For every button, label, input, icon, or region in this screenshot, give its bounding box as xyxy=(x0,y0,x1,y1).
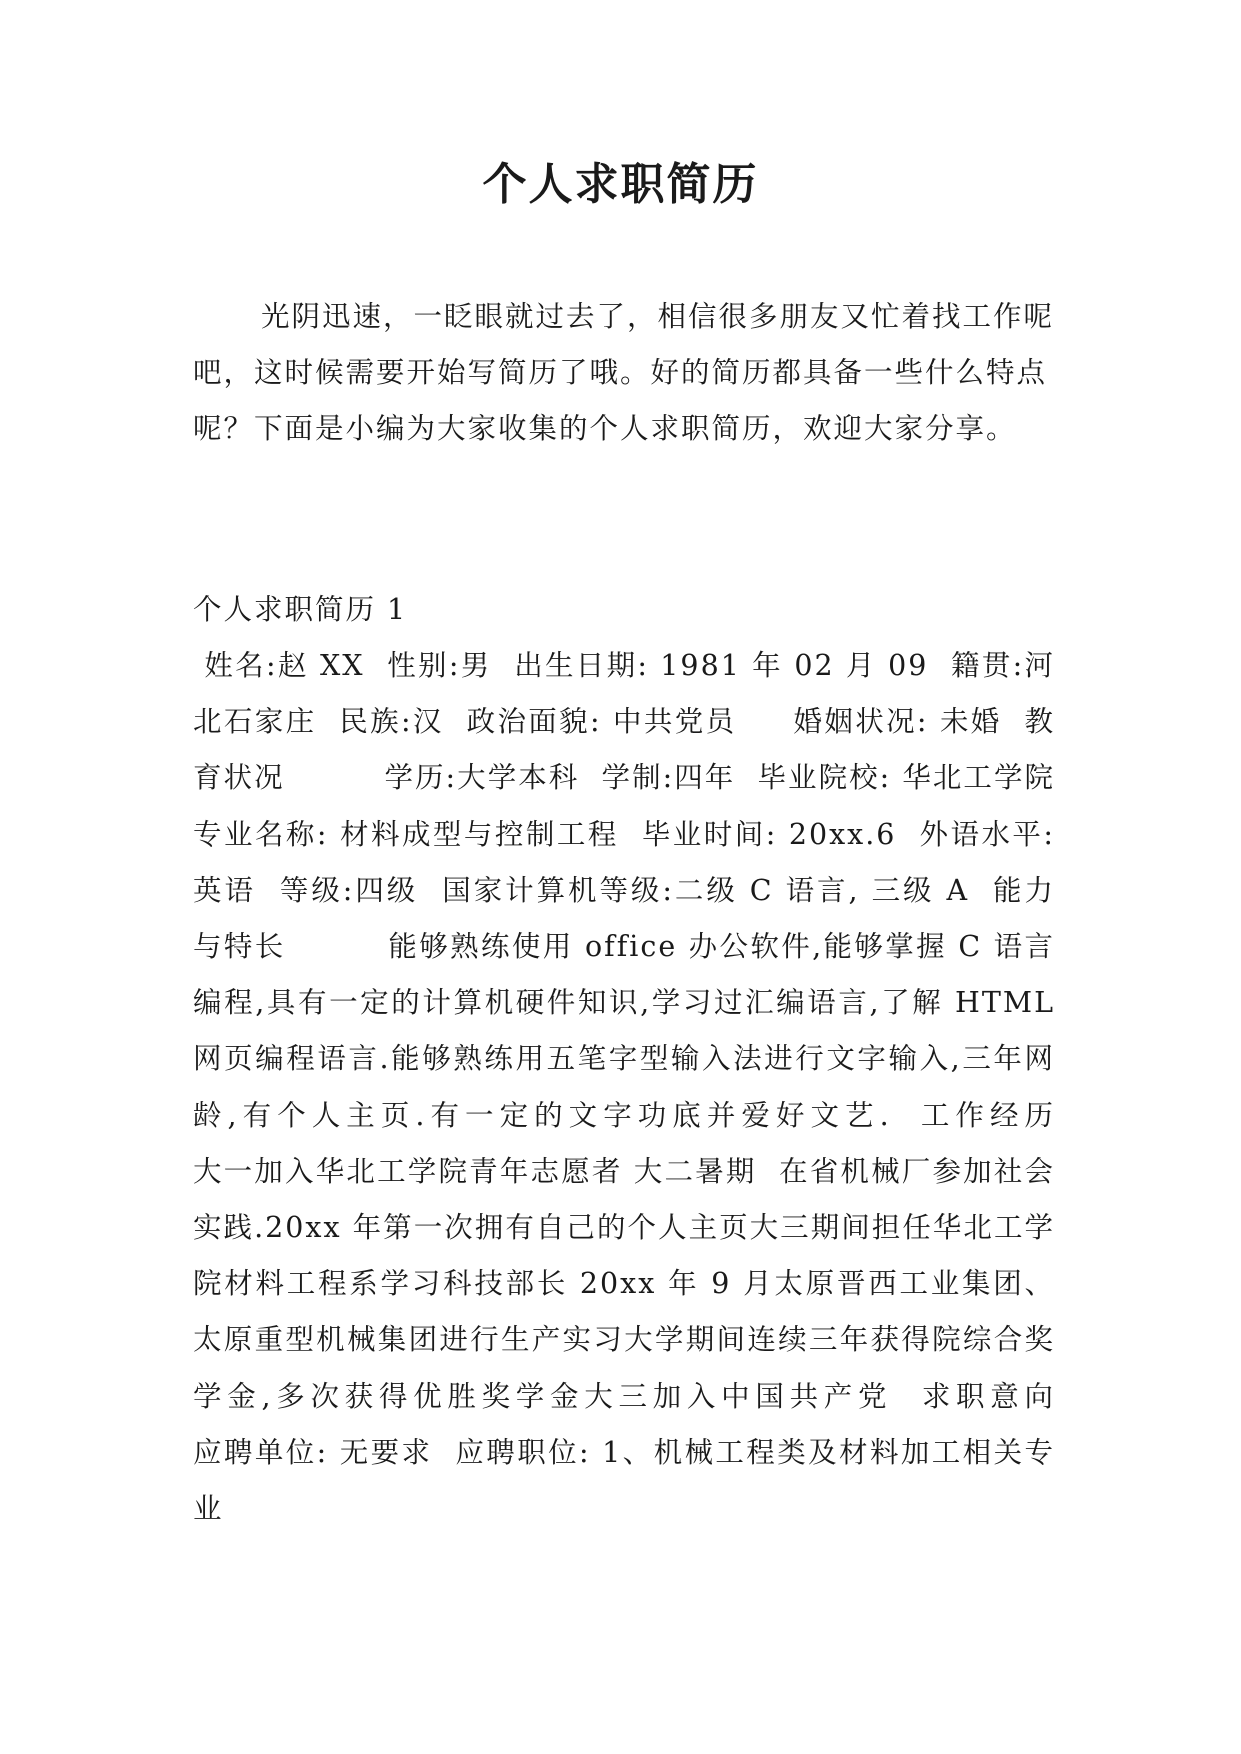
document-title: 个人求职简历 xyxy=(482,159,759,210)
intro-paragraph: 光阴迅速，一眨眼就过去了，相信很多朋友又忙着找工作呢吧，这时候需要开始写简历了哦。好的简历都具备一些什么特点呢？下面是小编为大家收集的个人求职简历，欢迎大家分享。 xyxy=(193,300,1055,446)
resume-paragraph: 姓名:赵 XX 性别:男 出生日期: 1981 年 02 月 09 籍贯:河北石家庄 民族:汉 政治面貌: 中共党员 婚姻状况: 未婚 教育状况 学历:大学本科 学制:四年 毕业院校: 华北工学院 专业名称: 材料成型与控制工程 毕业时间: 20xx.6 外语水平: 英语 等级:四级 国家计算机等级:二级 C 语言, 三级 A 能力与特长 能够熟练使用 office 办公软件,能够掌握 C 语言编程,具有一定的计算机硬件知识,学习过汇编语言,了解 HTML 网页编程语言.能够熟练用五笔字型输入法进行文字输入,三年网龄,有个人主页.有一定的文字功底并爱好文艺. 工作经历 大一加入华北工学院青年志愿者 大二暑期 在省机械厂参加社会实践.20xx 年第一次拥有自己的个人主页大三期间担任华北工学院材料工程系学习科技部长 20xx 年 9 月太原晋西工业集团、太原重型机械集团进行生产实习大学期间连续三年获得院综合奖学金,多次获得优胜奖学金大三加入中国共产党 求职意向 应聘单位: 无要求 应聘职位: 1、机械工程类及材料加工相关专业 xyxy=(193,649,1155,1526)
section-heading: 个人求职简历 1 xyxy=(193,593,408,626)
